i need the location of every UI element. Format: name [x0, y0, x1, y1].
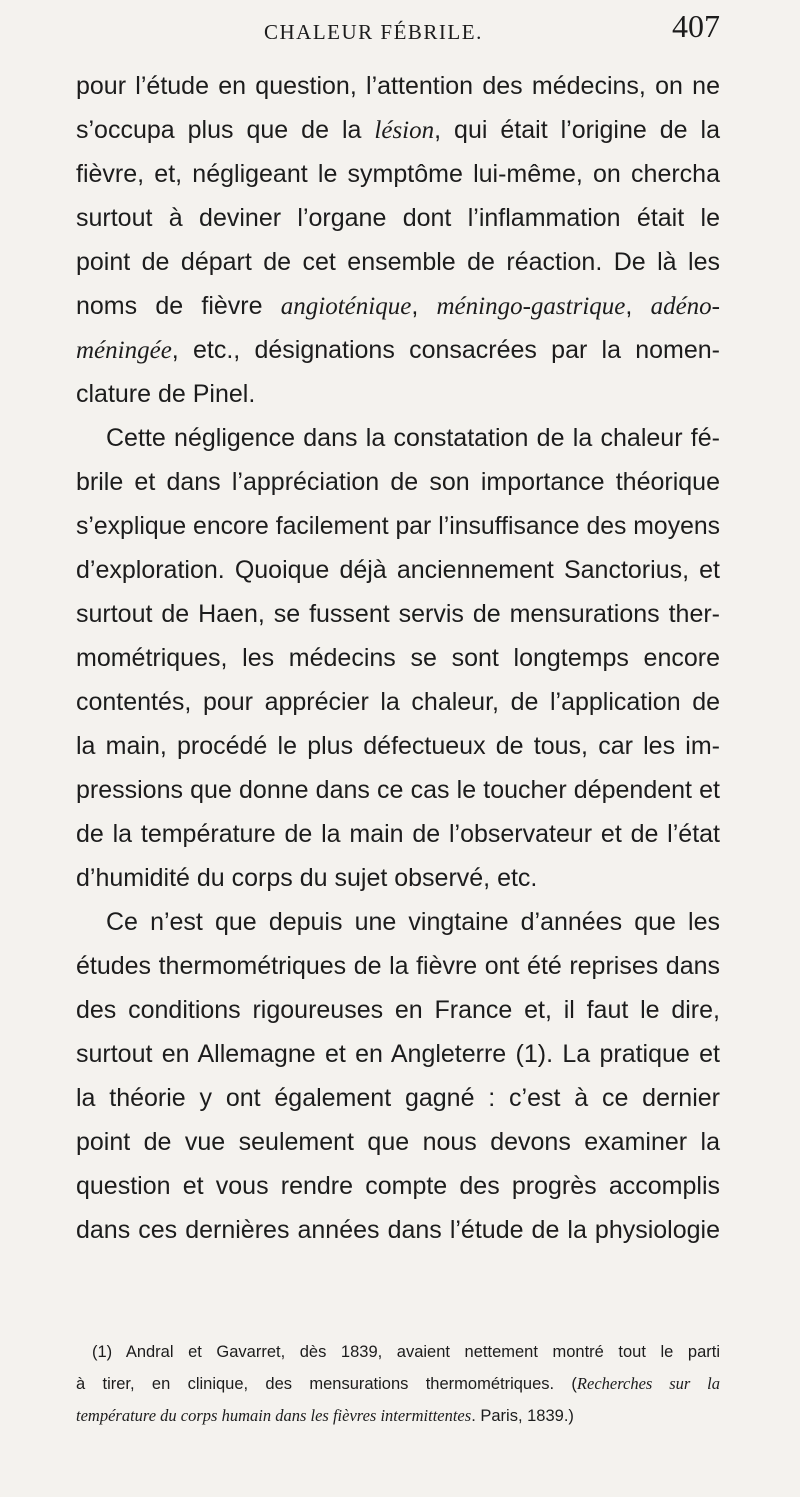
text-line: noms de fièvre angioténique, méningo-gastrique, adéno-	[76, 292, 720, 320]
text-line: question et vous rendre compte des progrès accomplis	[76, 1172, 720, 1200]
text-line: des conditions rigoureuses en France et, il faut le dire,	[76, 996, 720, 1024]
text-line: fièvre, et, négligeant le symptôme lui-même, on chercha	[76, 160, 720, 188]
text-line: brile et dans l’appréciation de son importance théorique	[76, 468, 720, 496]
text-line: d’exploration. Quoique déjà anciennement Sanctorius, et	[76, 556, 720, 584]
footnote-line: à tirer, en clinique, des mensurations thermométriques. (Recherches sur la	[76, 1374, 720, 1393]
text-line: pressions que donne dans ce cas le toucher dépendent et	[76, 776, 720, 804]
text-line: surtout en Allemagne et en Angleterre (1). La pratique et	[76, 1040, 720, 1068]
text-line: surtout de Haen, se fussent servis de mensurations ther-	[76, 600, 720, 628]
text-line: d’humidité du corps du sujet observé, etc.	[76, 864, 538, 892]
text-line: surtout à deviner l’organe dont l’inflammation était le	[76, 204, 720, 232]
text-line: s’explique encore facilement par l’insuffisance des moyens	[76, 512, 721, 540]
text-line: contentés, pour apprécier la chaleur, de l’application de	[76, 688, 720, 716]
text-line: s’occupa plus que de la lésion, qui était l’origine de la	[76, 116, 720, 144]
running-head	[120, 8, 720, 48]
text-line: Cette négligence dans la constatation de la chaleur fé-	[106, 424, 720, 452]
text-line: de la température de la main de l’observateur et de l’état	[76, 820, 720, 848]
text-line: études thermométriques de la fièvre ont été reprises dans	[76, 952, 720, 980]
running-title: CHALEUR FÉBRILE.	[264, 20, 483, 44]
text-line: méningée, etc., désignations consacrées par la nomen-	[76, 336, 720, 364]
page-number: 407	[672, 8, 720, 44]
text-line: la main, procédé le plus défectueux de tous, car les im-	[76, 732, 720, 760]
text-line: Ce n’est que depuis une vingtaine d’années que les	[106, 908, 720, 936]
text-line: la théorie y ont également gagné : c’est à ce dernier	[76, 1084, 720, 1112]
footnote-line: température du corps humain dans les fièvres intermittentes. Paris, 1839.)	[76, 1406, 574, 1425]
text-line: point de départ de cet ensemble de réaction. De là les	[76, 248, 720, 276]
footnote-line: (1) Andral et Gavarret, dès 1839, avaient nettement montré tout le parti	[92, 1343, 720, 1361]
footnote	[76, 1336, 720, 1432]
text-line: dans ces dernières années dans l’étude de la physiologie	[76, 1216, 720, 1244]
text-line: mométriques, les médecins se sont longtemps encore	[76, 644, 720, 672]
text-line: pour l’étude en question, l’attention des médecins, on ne	[76, 72, 720, 100]
text-line: clature de Pinel.	[76, 380, 256, 408]
text-line: point de vue seulement que nous devons examiner la	[76, 1128, 720, 1156]
body-text	[76, 64, 720, 1252]
